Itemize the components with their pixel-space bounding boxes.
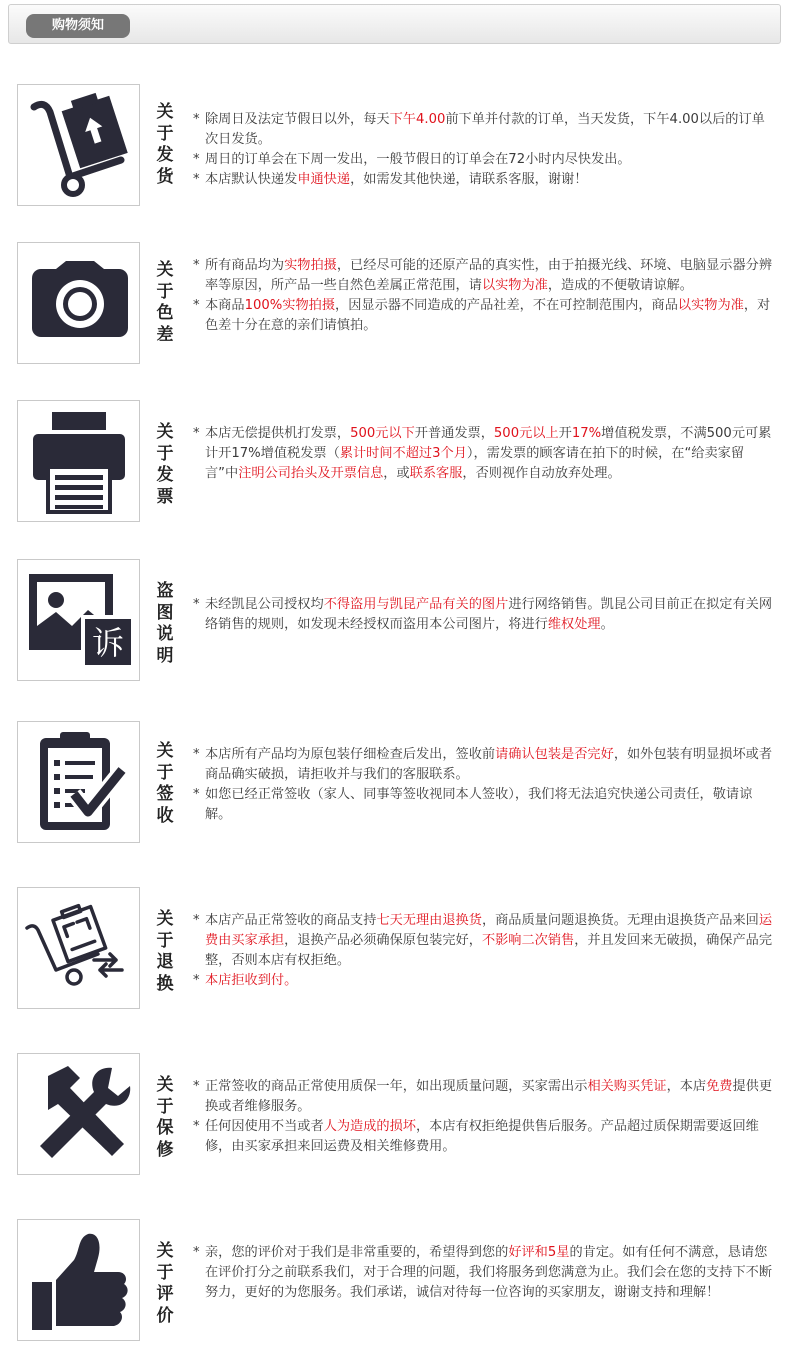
highlight-text: 不影响二次销售 [481, 933, 575, 948]
text-segment: 开 [558, 426, 572, 441]
notice-item [193, 595, 773, 635]
section-content [193, 256, 773, 336]
text-segment: 提供更换或者维修服务。 [205, 1079, 773, 1114]
notice-item [193, 424, 773, 484]
notice-item [193, 110, 773, 150]
text-segment: 本商品 [205, 298, 245, 313]
bullet-star: * [193, 1079, 200, 1094]
section-title: 关 于 评 价 [156, 1241, 174, 1326]
bullet-star: * [193, 258, 200, 273]
section-content [193, 1243, 773, 1303]
notice-text [205, 170, 773, 190]
notice-text [205, 256, 773, 296]
shopping-notice-tab[interactable]: 购物须知 [26, 14, 130, 38]
notice-item [193, 1077, 773, 1117]
camera-icon [17, 242, 140, 364]
highlight-text: 17% [571, 426, 602, 441]
section-reviews [17, 1219, 777, 1343]
text-segment: 如您已经正常签收（家人、同事等签收视同本人签收），我们将无法追究快递公司责任，敬请谅解。 [205, 787, 753, 822]
text-segment: 。 [600, 617, 614, 632]
bullet-star: * [193, 426, 200, 441]
text-segment: 增值税发票，不满500元可累计开17%增值税发票（ [205, 426, 772, 461]
notice-item [193, 170, 773, 190]
section-title: 关 于 发 货 [156, 102, 174, 187]
notice-text [205, 296, 773, 336]
notice-item [193, 150, 773, 170]
section-content [193, 745, 773, 825]
highlight-text: 运费由买家承担 [205, 913, 773, 948]
notice-text [205, 110, 773, 150]
highlight-text: 下午4.00 [389, 112, 446, 127]
text-segment: 的肯定。如有任何不满意，恳请您在评价打分之前联系我们，对于合理的问题，我们将服务到您满意为止。我们会在您的支持下不断努力，更好的为您服务。我们承诺，诚信对待每一位咨询的买家朋友，谢谢支持和理解！ [205, 1245, 773, 1300]
text-segment: ，商品质量问题退换货。无理由退换货产品来回 [481, 913, 759, 928]
bullet-star: * [193, 172, 200, 187]
text-segment: ，对色差十分在意的亲们请慎拍。 [205, 298, 771, 333]
text-segment: ，造成的不便敬请谅解。 [547, 278, 693, 293]
bullet-star: * [193, 112, 200, 127]
notice-text [205, 971, 773, 991]
bullet-star: * [193, 787, 200, 802]
bullet-star: * [193, 913, 200, 928]
section-title: 关 于 退 换 [156, 909, 174, 994]
notice-item [193, 1117, 773, 1157]
highlight-text: 500元以上 [493, 426, 559, 441]
highlight-text: 注明公司抬头及开票信息 [238, 466, 384, 481]
bullet-star: * [193, 1119, 200, 1134]
text-segment: 前下单并付款的订单，当天发货，下午4.00以后的订单次日发货。 [205, 112, 765, 147]
section-color-difference [17, 242, 777, 366]
text-segment: ，本店 [666, 1079, 707, 1094]
section-invoice [17, 400, 777, 524]
text-segment: ，已经尽可能的还原产品的真实性，由于拍摄光线、环境、电脑显示器分辨率等原因，所产品一些自然色差属正常范围，请 [205, 258, 773, 293]
notice-item [193, 785, 773, 825]
text-segment: ，并且发回来无破损，确保产品完整，否则本店有权拒绝。 [205, 933, 773, 968]
highlight-text: 免费 [706, 1079, 733, 1094]
highlight-text: 申通快递 [297, 172, 351, 187]
text-segment: 本店所有产品均为原包装仔细检查后发出，签收前 [205, 747, 496, 762]
hand-truck-upload-icon [17, 84, 140, 206]
text-segment: 本店无偿提供机打发票， [205, 426, 351, 441]
section-content [193, 911, 773, 991]
notice-text [205, 1243, 773, 1303]
notice-text [205, 150, 773, 170]
text-segment: ，退换产品必须确保原包装完好， [284, 933, 482, 948]
notice-item [193, 911, 773, 971]
text-segment: 进行网络销售。凯昆公司目前正在拟定有关网络销售的规则，如发现未经授权而盗用本公司图片，将进行 [205, 597, 773, 632]
highlight-text: 请确认包装是否完好 [495, 747, 614, 762]
text-segment: 本店默认快递发 [205, 172, 298, 187]
text-segment: 未经凯昆公司授权均 [205, 597, 324, 612]
highlight-text: 500元以下 [350, 426, 415, 441]
highlight-text: 不得盗用与凯昆产品有关的图片 [323, 597, 509, 612]
highlight-text: 累计时间不超过3个月 [339, 446, 467, 461]
text-segment: 所有商品均为 [205, 258, 285, 273]
section-title: 关 于 发 票 [156, 422, 174, 507]
highlight-text: 以实物为准 [481, 278, 548, 293]
text-segment: ，如需发其他快递，请联系客服，谢谢！ [350, 172, 588, 187]
section-content [193, 110, 773, 190]
highlight-text: 相关购买凭证 [587, 1079, 667, 1094]
text-segment: 开普通发票， [414, 426, 494, 441]
text-segment: ，如外包装有明显损坏或者商品确实破损，请拒收并与我们的客服联系。 [205, 747, 773, 782]
section-shipping [17, 84, 777, 208]
text-segment: 本店产品正常签收的商品支持 [205, 913, 377, 928]
highlight-text: 以实物为准 [677, 298, 744, 313]
notice-text [205, 595, 773, 635]
section-sign-for [17, 721, 777, 845]
section-content [193, 1077, 773, 1157]
text-segment: 任何因使用不当或者 [205, 1119, 324, 1134]
highlight-text: 本店拒收到付。 [205, 973, 298, 988]
text-segment: ，本店有权拒绝提供售后服务。产品超过质保期需要返回维修，由买家承担来回运费及相关维修费用。 [205, 1119, 759, 1154]
notice-text [205, 785, 773, 825]
complaint-char: 诉 [91, 624, 125, 662]
text-segment: 亲，您的评价对于我们是非常重要的，希望得到您的 [205, 1245, 509, 1260]
section-returns [17, 887, 777, 1011]
section-title: 盗 图 说 明 [156, 581, 174, 666]
bullet-star: * [193, 597, 200, 612]
notice-item [193, 971, 773, 991]
text-segment: ，因显示器不同造成的产品社差，不在可控制范围内，商品 [335, 298, 678, 313]
notice-text [205, 911, 773, 971]
highlight-text: 七天无理由退换货 [376, 913, 482, 928]
bullet-star: * [193, 152, 200, 167]
highlight-text: 联系客服 [409, 466, 463, 481]
bullet-star: * [193, 973, 200, 988]
printer-icon [17, 400, 140, 522]
text-segment: 周日的订单会在下周一发出，一般节假日的订单会在72小时内尽快发出。 [205, 152, 631, 167]
bullet-star: * [193, 1245, 200, 1260]
section-content [193, 595, 773, 635]
highlight-text: 实物拍摄 [284, 258, 337, 273]
highlight-text: 100%实物拍摄 [244, 298, 336, 313]
image-complaint-icon [17, 559, 140, 681]
highlight-text: 维权处理 [547, 617, 601, 632]
text-segment: 正常签收的商品正常使用质保一年，如出现质量问题，买家需出示 [205, 1079, 588, 1094]
section-content [193, 424, 773, 484]
notice-header-bar [8, 4, 781, 44]
text-segment: ，或 [383, 466, 410, 481]
text-segment: ，否则视作自动放弃处理。 [462, 466, 621, 481]
text-segment: ），需发票的顾客请在拍下的时候，在“给卖家留言”中 [205, 446, 745, 481]
notice-item [193, 296, 773, 336]
notice-text [205, 1077, 773, 1117]
section-image-theft [17, 559, 777, 683]
bullet-star: * [193, 747, 200, 762]
notice-text [205, 424, 773, 484]
clipboard-check-icon [17, 721, 140, 843]
highlight-text: 好评和5星 [508, 1245, 570, 1260]
section-title: 关 于 签 收 [156, 741, 174, 826]
notice-item [193, 256, 773, 296]
hand-truck-exchange-icon [17, 887, 140, 1009]
highlight-text: 人为造成的损坏 [323, 1119, 416, 1134]
tools-icon [17, 1053, 140, 1175]
section-title: 关 于 色 差 [156, 260, 174, 345]
notice-item [193, 1243, 773, 1303]
text-segment: 除周日及法定节假日以外，每天 [205, 112, 390, 127]
section-warranty [17, 1053, 777, 1177]
section-title: 关 于 保 修 [156, 1075, 174, 1160]
notice-item [193, 745, 773, 785]
bullet-star: * [193, 298, 200, 313]
notice-text [205, 1117, 773, 1157]
notice-text [205, 745, 773, 785]
thumbs-up-icon [17, 1219, 140, 1341]
